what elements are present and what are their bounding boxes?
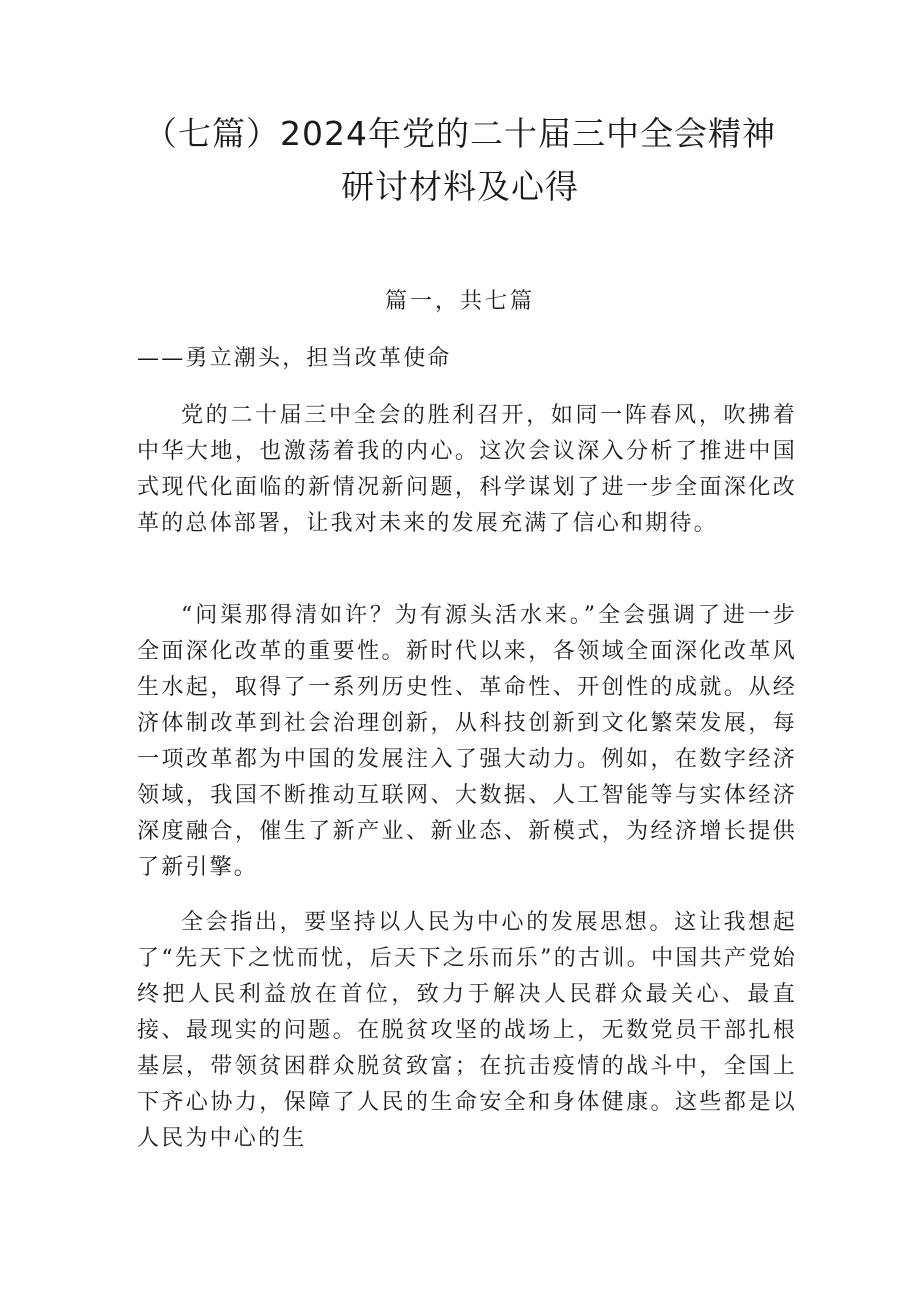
paragraph: “问渠那得清如许？为有源头活水来。”全会强调了进一步全面深化改革的重要性。新时代以来，各领域全面深化改革风生水起，取得了一系列历史性、革命性、开创性的成就。从经济体制改革到社会治理创新，从科技创新到文化繁荣发展，每一项改革都为中国的发展注入了强大动力。例如，在数字经济领域，我国不断推动互联网、大数据、人工智能等与实体经济深度融合，催生了新产业、新业态、新模式，为经济增长提供了新引擎。 [137,603,797,880]
document-title-line-2: 研讨材料及心得 [341,167,579,206]
paragraph: 全会指出，要坚持以人民为中心的发展思想。这让我想起了“先天下之忧而忧，后天下之乐而乐”的古训。中国共产党始终把人民利益放在首位，致力于解决人民群众最关心、最直接、最现实的问题。在脱贫攻坚的战场上，无数党员干部扎根基层，带领贫困群众脱贫致富；在抗击疫情的战斗中，全国上下齐心协力，保障了人民的生命安全和身体健康。这些都是以人民为中心的生 [137,910,797,1151]
section-subtitle: ——勇立潮头，担当改革使命 [137,346,452,371]
document-title-line-1: （七篇）2024年党的二十届三中全会精神 [144,114,776,153]
paragraph: 党的二十届三中全会的胜利召开，如同一阵春风，吹拂着中华大地，也激荡着我的内心。这次会议深入分析了推进中国式现代化面临的新情况新问题，科学谋划了进一步全面深化改革的总体部署，让我对未来的发展充满了信心和期待。 [137,403,797,536]
section-heading: 篇一，共七篇 [384,289,535,314]
